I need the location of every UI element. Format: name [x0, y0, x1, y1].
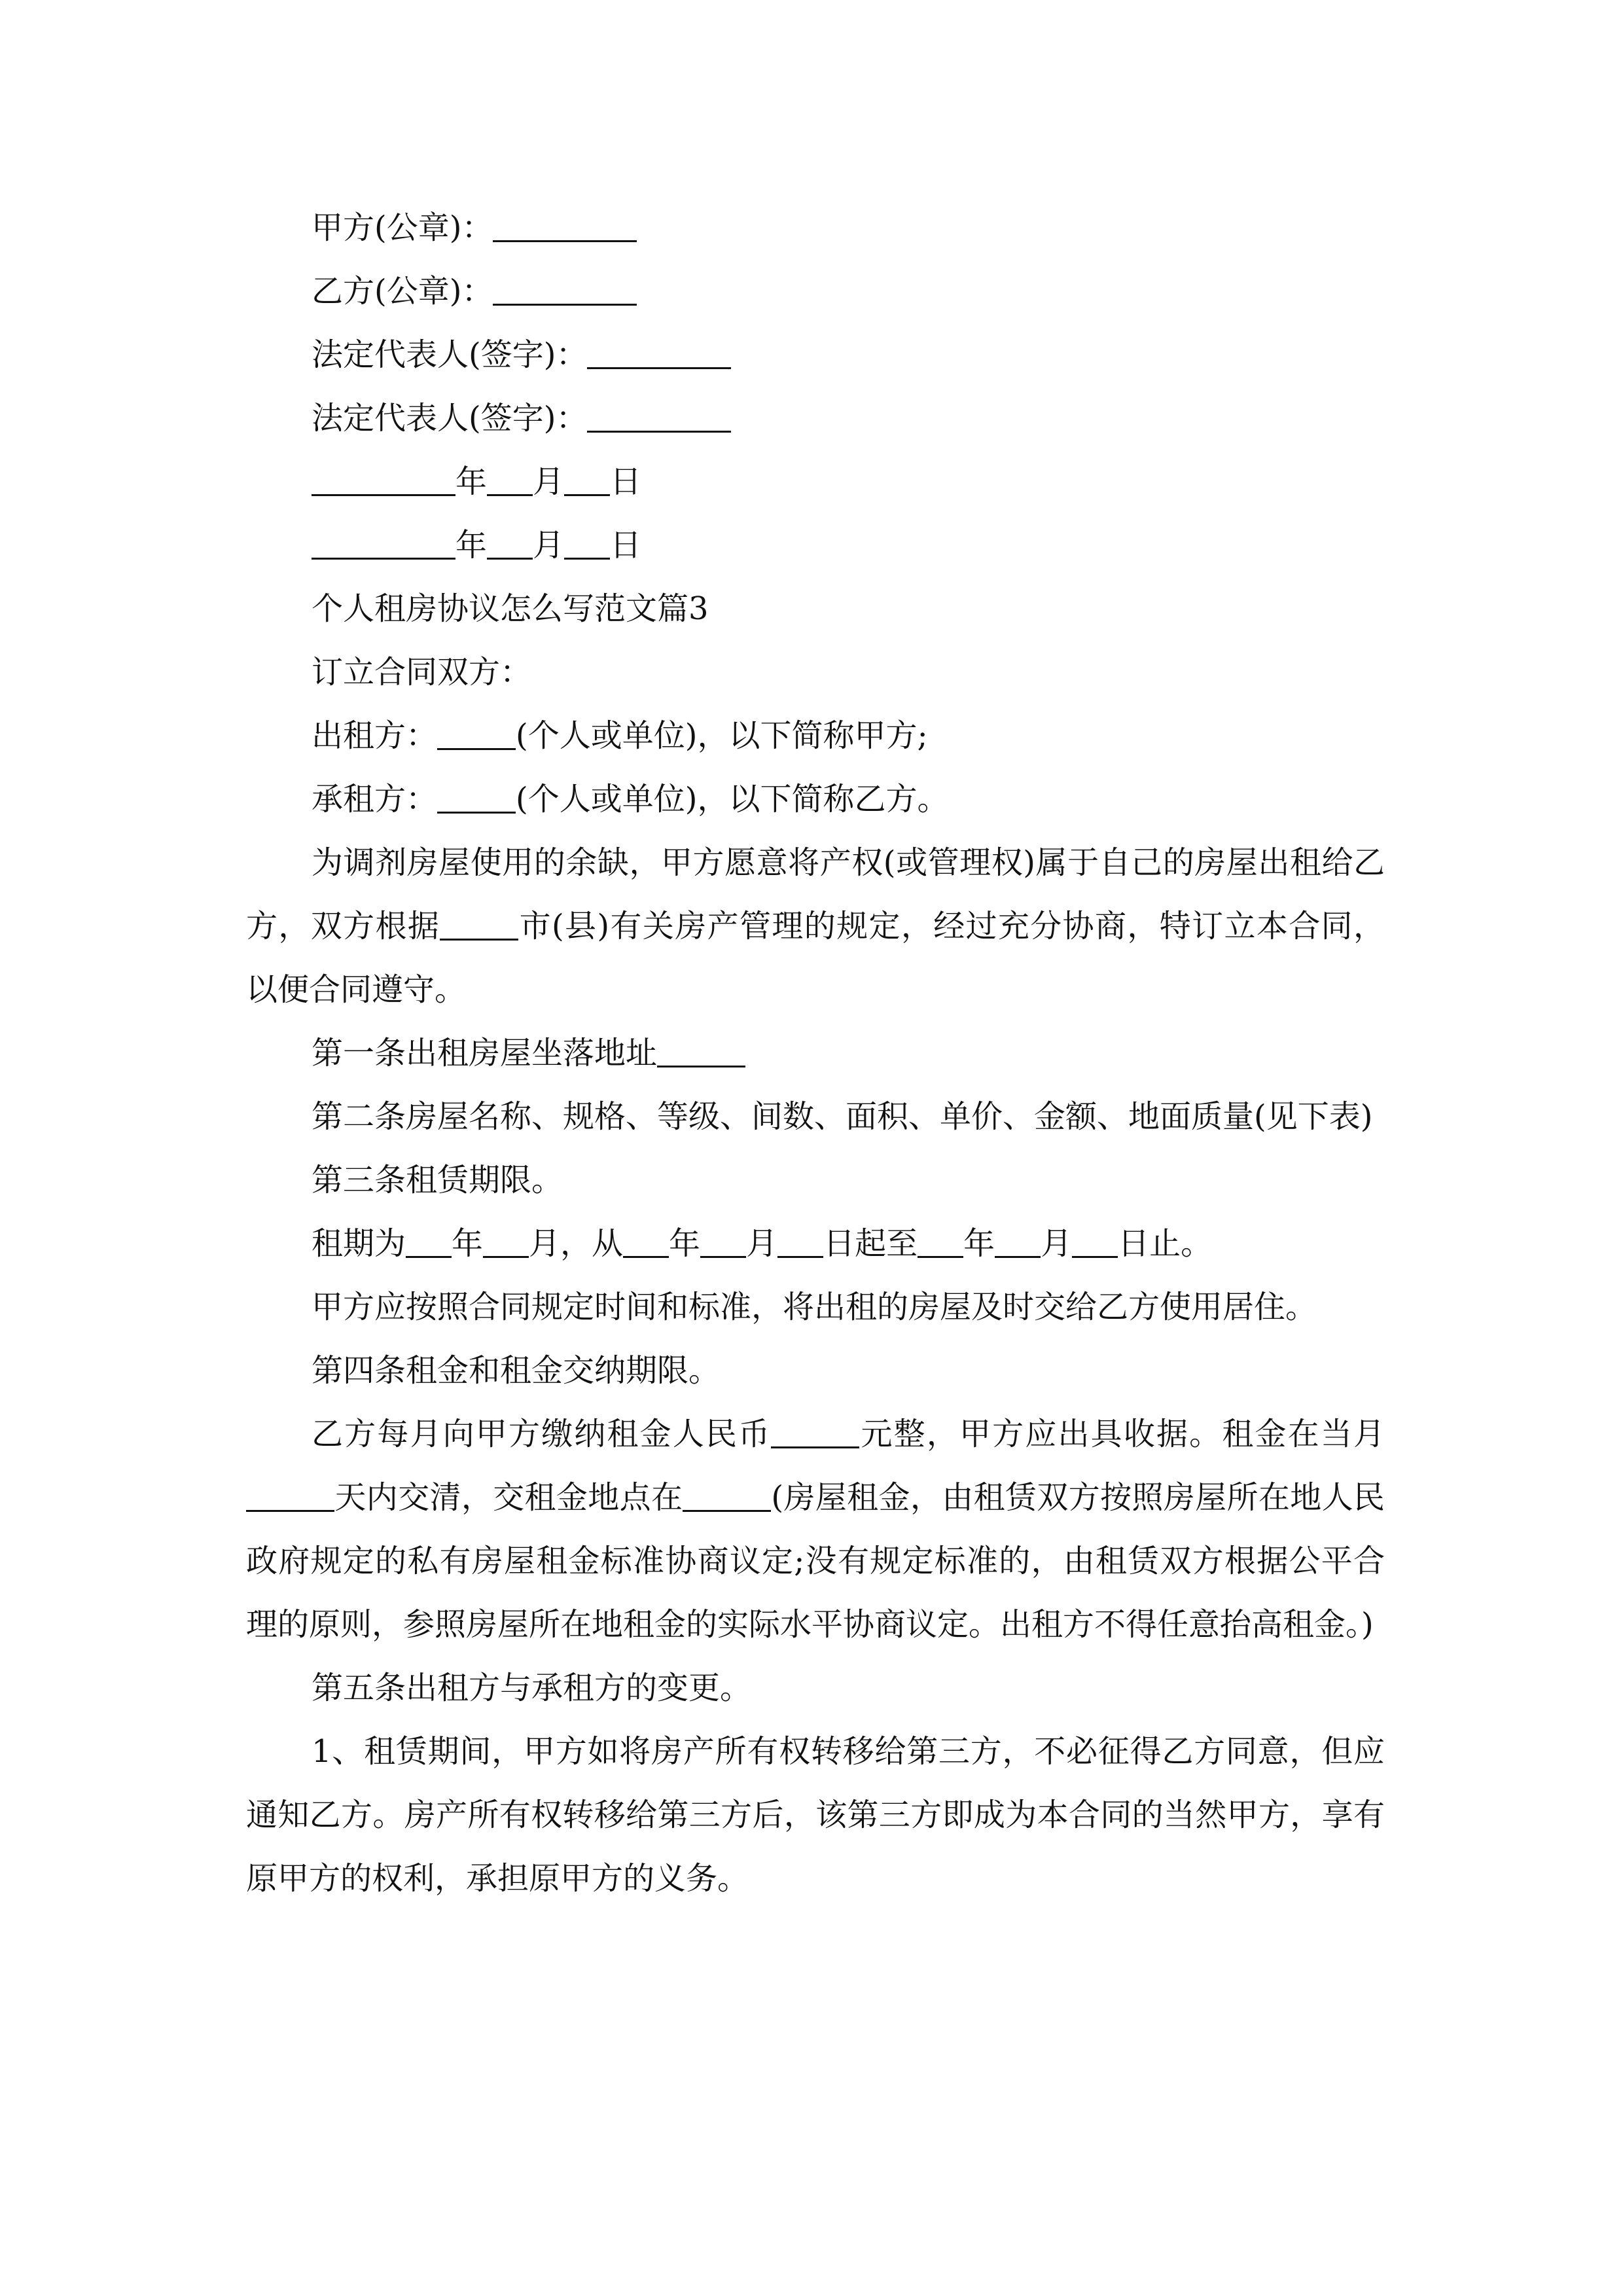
- lessee-suffix: (个人或单位)，以下简称乙方。: [516, 781, 949, 817]
- lessee-line: [246, 768, 1385, 831]
- preamble-text-2: 市(县)有关房产管理的规定，经过充分协商，特订立本合同，以便合同遵守。: [246, 908, 1385, 1008]
- rent-text-2: 元整，甲方应出具收据。租金在当月: [859, 1416, 1385, 1452]
- article-3-title: 第三条租赁期限。: [312, 1162, 563, 1198]
- document-body: [246, 196, 1385, 1910]
- lessor-suffix: (个人或单位)，以下简称甲方;: [516, 717, 928, 754]
- party-b-seal-blank[interactable]: [493, 272, 637, 306]
- year-label: 年: [455, 463, 488, 500]
- end-day-label: 日止。: [1118, 1225, 1213, 1262]
- lessee-blank[interactable]: [437, 780, 516, 814]
- day-label: 日: [610, 463, 642, 500]
- rent-location-blank[interactable]: [683, 1479, 771, 1512]
- year-label: 年: [455, 527, 488, 564]
- start-month-label: 月: [746, 1225, 778, 1262]
- date-line-2: [246, 514, 1385, 577]
- date-line-1: [246, 450, 1385, 514]
- rent-amount-blank[interactable]: [771, 1415, 859, 1448]
- rent-text-4: (房屋租金，由租赁双方按照房屋所在地人民政府规定的私有房屋租金标准协商议定;没有规定标准的，由租赁双方根据公平合理的原则，参照房屋所在地租金的实际水平协商议定。出租方不得任意抬高租金。): [246, 1479, 1385, 1643]
- article-1-text: 第一条出租房屋坐落地址: [312, 1035, 658, 1071]
- rent-text-3: 天内交清，交租金地点在: [334, 1479, 683, 1516]
- rent-days-blank[interactable]: [246, 1479, 334, 1512]
- party-a-seal-line: [246, 196, 1385, 260]
- party-b-seal-line: [246, 260, 1385, 323]
- lessee-label: 承租方：: [312, 781, 438, 817]
- rent-paragraph: [246, 1403, 1385, 1657]
- article-5-clause-1: 1、租赁期间，甲方如将房产所有权转移给第三方，不必征得乙方同意，但应通知乙方。房产所有权转移给第三方后，该第三方即成为本合同的当然甲方，享有原甲方的权利，承担原甲方的义务。: [246, 1733, 1385, 1897]
- article-5-title: 第五条出租方与承租方的变更。: [312, 1670, 752, 1706]
- preamble-text-1: 为调剂房屋使用的余缺，甲方愿意将产权(或管理权)属于自己的房屋出租给乙方，双方根据: [246, 844, 1385, 944]
- legal-rep-line-2: [246, 387, 1385, 450]
- term-month-from-label: 月，从: [529, 1225, 624, 1262]
- month-label: 月: [533, 463, 565, 500]
- lessor-line: [246, 704, 1385, 768]
- party-b-seal-label: 乙方(公章)：: [312, 273, 493, 310]
- month-blank[interactable]: [487, 526, 533, 560]
- preamble-paragraph: [246, 831, 1385, 1022]
- term-months-blank[interactable]: [483, 1225, 529, 1258]
- party-a-seal-label: 甲方(公章)：: [312, 209, 493, 246]
- lessor-blank[interactable]: [437, 717, 516, 750]
- month-label: 月: [533, 527, 565, 564]
- month-blank[interactable]: [487, 463, 533, 496]
- article-4-title: 第四条租金和租金交纳期限。: [312, 1352, 721, 1389]
- article-1: [246, 1022, 1385, 1085]
- start-year-label: 年: [669, 1225, 701, 1262]
- end-month-label: 月: [1041, 1225, 1073, 1262]
- day-label: 日: [610, 527, 642, 564]
- lessor-label: 出租方：: [312, 717, 438, 754]
- delivery-paragraph: 甲方应按照合同规定时间和标准，将出租的房屋及时交给乙方使用居住。: [312, 1289, 1317, 1325]
- term-prefix: 租期为: [312, 1225, 406, 1262]
- legal-rep-label-2: 法定代表人(签字)：: [312, 400, 588, 437]
- section-title: 个人租房协议怎么写范文篇3: [312, 590, 709, 627]
- term-year-label: 年: [452, 1225, 484, 1262]
- start-month-blank[interactable]: [700, 1225, 746, 1258]
- city-blank[interactable]: [440, 907, 518, 941]
- address-blank[interactable]: [657, 1034, 745, 1067]
- start-day-blank[interactable]: [777, 1225, 823, 1258]
- day-blank[interactable]: [564, 526, 610, 560]
- end-day-blank[interactable]: [1072, 1225, 1118, 1258]
- end-year-blank[interactable]: [918, 1225, 963, 1258]
- party-a-seal-blank[interactable]: [493, 209, 637, 242]
- year-blank[interactable]: [312, 526, 455, 560]
- legal-rep-label-1: 法定代表人(签字)：: [312, 336, 588, 373]
- end-year-label: 年: [963, 1225, 995, 1262]
- legal-rep-blank-1[interactable]: [587, 336, 731, 369]
- start-year-blank[interactable]: [623, 1225, 669, 1258]
- article-2: 第二条房屋名称、规格、等级、间数、面积、单价、金额、地面质量(见下表): [312, 1098, 1373, 1135]
- end-month-blank[interactable]: [995, 1225, 1041, 1258]
- legal-rep-line-1: [246, 323, 1385, 387]
- start-day-to-label: 日起至: [823, 1225, 918, 1262]
- rent-text-1: 乙方每月向甲方缴纳租金人民币: [312, 1416, 772, 1452]
- lease-term-line: [246, 1212, 1385, 1276]
- day-blank[interactable]: [564, 463, 610, 496]
- legal-rep-blank-2[interactable]: [587, 399, 731, 433]
- year-blank[interactable]: [312, 463, 455, 496]
- parties-heading: 订立合同双方：: [312, 654, 532, 691]
- term-years-blank[interactable]: [406, 1225, 452, 1258]
